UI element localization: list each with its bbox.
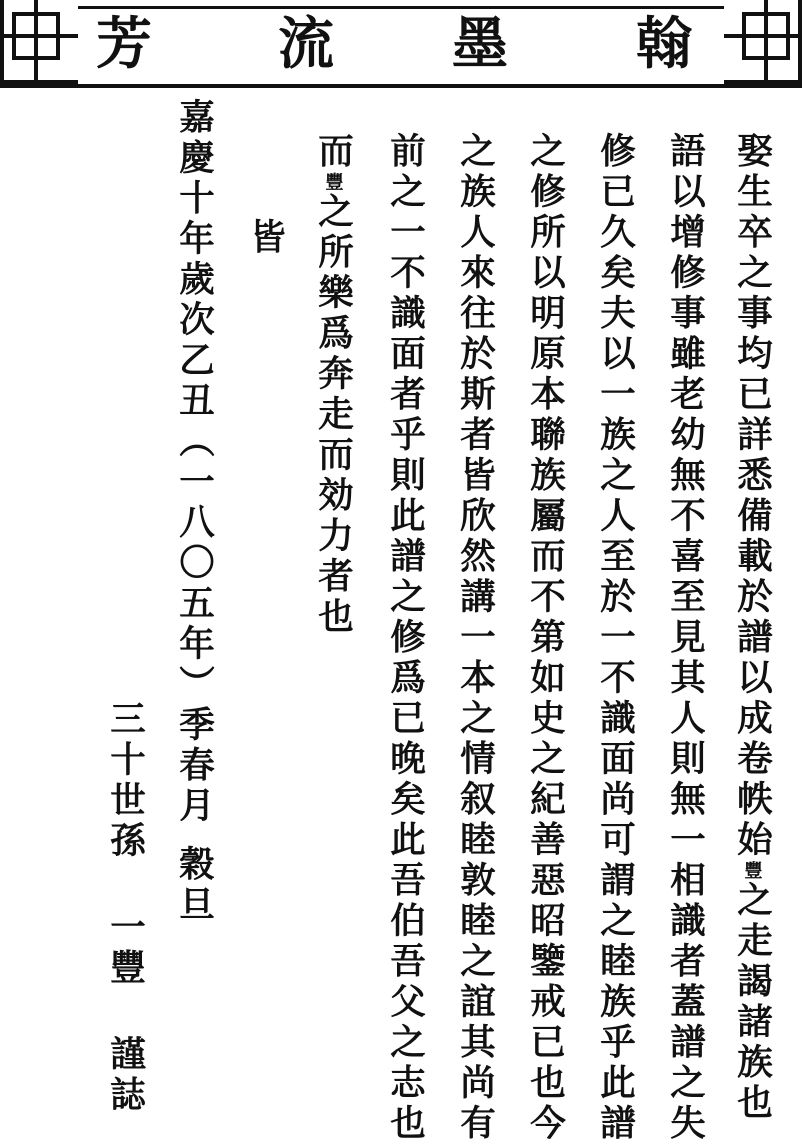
text-column-3 — [594, 132, 636, 1145]
name-character-small: 豐 — [741, 861, 763, 881]
date-text: 嘉慶十年歲次乙丑（一八〇五年）季春月 — [173, 98, 215, 827]
column-text: 之走謁諸族也 — [731, 881, 773, 1124]
header-char-3: 墨 — [452, 11, 508, 77]
column-text: 之族人來往於斯者皆欣然講一本之情叙睦敦睦之誼其尚有 — [454, 132, 496, 1145]
header-char-1: 芳 — [96, 11, 152, 77]
left-corner-ornament — [0, 0, 78, 84]
header-top-rule — [78, 6, 724, 9]
column-text: 之修所以明原本聯族屬而不第如史之紀善惡昭鑒戒已也今 — [524, 132, 566, 1145]
column-text: 語以增修事雖老幼無不喜至見其人則無一相識者蓋譜之失 — [664, 132, 706, 1145]
text-column-6 — [384, 132, 426, 1145]
column-text: 而 — [312, 132, 354, 173]
text-column-8 — [244, 218, 286, 259]
signature-text: 三十世孫 一豐 謹誌 — [104, 700, 146, 1116]
header-char-2: 流 — [278, 11, 334, 77]
name-character-small: 豐 — [322, 172, 344, 193]
text-column-4 — [524, 132, 566, 1145]
header-band — [0, 0, 802, 88]
date-column — [173, 98, 215, 827]
text-column-5 — [454, 132, 496, 1145]
text-column-2 — [664, 132, 706, 1145]
column-text: 前之一不識面者乎則此譜之修爲已晚矣此吾伯吾父之志也 — [384, 132, 426, 1145]
signature-column — [104, 700, 146, 1116]
column-text: 娶生卒之事均已詳悉備載於譜以成卷帙始 — [731, 132, 773, 861]
column-text: 皆 — [244, 218, 286, 259]
column-text: 修已久矣夫以一族之人至於一不識面尚可謂之睦族乎此譜 — [594, 132, 636, 1145]
text-column-1 — [731, 132, 773, 1124]
right-corner-ornament — [724, 0, 802, 84]
auspicious-day-text: 穀旦 — [173, 845, 215, 926]
auspicious-day-column — [173, 845, 215, 926]
header-char-4: 翰 — [636, 11, 692, 77]
column-text: 之所樂爲奔走而効力者也 — [312, 192, 354, 638]
text-column-7 — [312, 132, 354, 638]
